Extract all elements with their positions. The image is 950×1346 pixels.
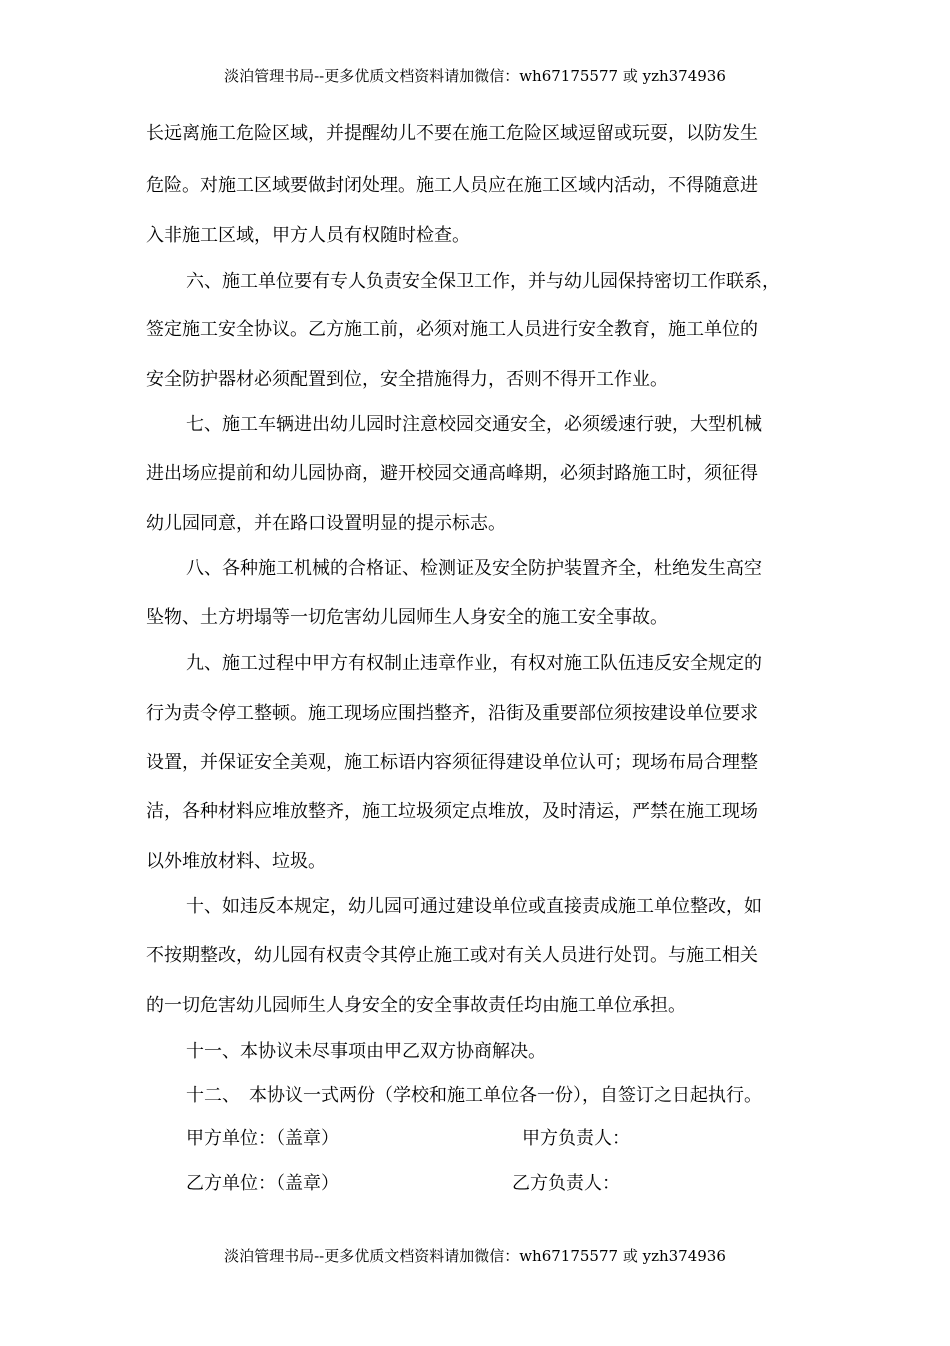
party-a-person: 甲方负责人： [522, 1128, 630, 1149]
party-a-unit: 甲方单位：（盖章） [186, 1128, 339, 1149]
page-header: 淡泊管理书局--更多优质文档资料请加微信：wh67175577 或 yzh374936 [224, 67, 726, 85]
body-line: 长远离施工危险区域，并提醒幼儿不要在施工危险区域逗留或玩耍，以防发生 [146, 123, 758, 144]
body-line: 八、各种施工机械的合格证、检测证及安全防护装置齐全，杜绝发生高空 [186, 558, 762, 579]
party-b-unit: 乙方单位：（盖章） [186, 1173, 339, 1194]
body-line: 进出场应提前和幼儿园协商，避开校园交通高峰期，必须封路施工时，须征得 [146, 463, 758, 484]
body-line: 入非施工区域，甲方人员有权随时检查。 [146, 225, 470, 246]
body-line: 七、施工车辆进出幼儿园时注意校园交通安全，必须缓速行驶，大型机械 [186, 414, 762, 435]
body-line: 以外堆放材料、垃圾。 [146, 851, 326, 872]
body-line: 十一、本协议未尽事项由甲乙双方协商解决。 [186, 1041, 546, 1062]
party-b-person: 乙方负责人： [512, 1173, 620, 1194]
body-line: 设置，并保证安全美观，施工标语内容须征得建设单位认可；现场布局合理整 [146, 752, 758, 773]
body-line: 行为责令停工整顿。施工现场应围挡整齐，沿街及重要部位须按建设单位要求 [146, 703, 758, 724]
body-line: 危险。对施工区域要做封闭处理。施工人员应在施工区域内活动，不得随意进 [146, 175, 758, 196]
body-line: 十、如违反本规定，幼儿园可通过建设单位或直接责成施工单位整改，如 [186, 896, 762, 917]
body-line: 幼儿园同意，并在路口设置明显的提示标志。 [146, 513, 506, 534]
body-line: 六、施工单位要有专人负责安全保卫工作，并与幼儿园保持密切工作联系， [186, 271, 780, 292]
body-line: 九、施工过程中甲方有权制止违章作业，有权对施工队伍违反安全规定的 [186, 653, 762, 674]
body-line: 安全防护器材必须配置到位，安全措施得力，否则不得开工作业。 [146, 369, 668, 390]
body-line: 洁，各种材料应堆放整齐，施工垃圾须定点堆放，及时清运，严禁在施工现场 [146, 801, 758, 822]
body-line: 不按期整改，幼儿园有权责令其停止施工或对有关人员进行处罚。与施工相关 [146, 945, 758, 966]
body-line: 的一切危害幼儿园师生人身安全的安全事故责任均由施工单位承担。 [146, 995, 686, 1016]
page-footer: 淡泊管理书局--更多优质文档资料请加微信：wh67175577 或 yzh374936 [224, 1247, 726, 1265]
body-line: 坠物、土方坍塌等一切危害幼儿园师生人身安全的施工安全事故。 [146, 607, 668, 628]
body-line: 签定施工安全协议。乙方施工前，必须对施工人员进行安全教育，施工单位的 [146, 319, 758, 340]
body-line: 十二、 本协议一式两份（学校和施工单位各一份），自签订之日起执行。 [186, 1085, 762, 1106]
